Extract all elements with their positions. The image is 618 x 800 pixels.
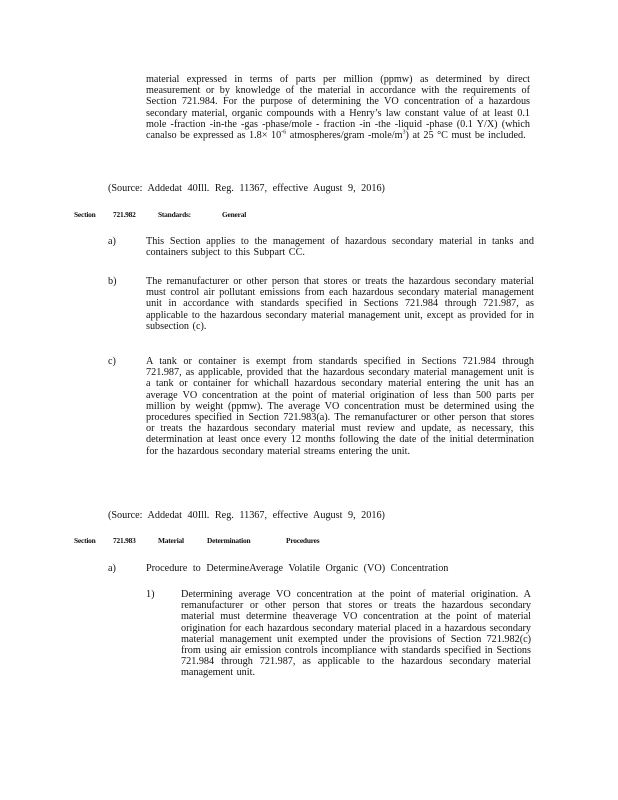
subsection-983-a-text: Procedure to DetermineAverage Volatile Organic (VO) Concentration xyxy=(146,563,449,574)
intro-text: material expressed in terms of parts per million (ppmw) as determined by direct measurement or by knowledge of the material in accordance with the requirements of Section 721.984. For the purpose of determining the VO concentration of a hazardous secondary material, organic compounds with a Henry’s law constant value of at least 0.1 mole -fraction -in-the -gas -phase/mole - fraction -in -the -liquid -phase (0.1 Y/X) (which canalso be expressed as 1.8× 10 xyxy=(146,74,530,142)
section-title-part-3: Procedures xyxy=(286,536,320,545)
subsection-label-b: b) xyxy=(108,276,117,287)
subsection-b-text: The remanufacturer or other person that stores or treats the hazardous secondary material must control air pollutant emissions from each hazardous secondary material management unit in accordance with standards specified in Sections 721.984 through 721.987, as applicable to the hazardous secondary material management unit, except as provided for in subsection (c). xyxy=(146,276,534,332)
source-note-1: (Source: Addedat 40Ill. Reg. 11367, effective August 9, 2016) xyxy=(108,183,385,194)
section-title-part-2: Determination xyxy=(207,536,251,545)
section-title-part-2: General xyxy=(222,210,247,219)
subsection-label-c: c) xyxy=(108,356,116,367)
item-label-1: 1) xyxy=(146,589,155,600)
subsection-c-text: A tank or container is exempt from standards specified in Sections 721.984 through 721.987, as applicable, provided that the hazardous secondary material management unit is a tank or container for whichall hazardous secondary material entering the unit has an average VO concentration at the point of material origination of less than 500 parts per million by weight (ppmw). The average VO concentration must be determined using the procedures specified in Section 721.983(a). The remanufacturer or other person that stores or treats the hazardous secondary material must review and update, as necessary, this determination at least once every 12 months following the date of the initial determination for the hazardous secondary material streams entering the unit. xyxy=(146,356,534,457)
section-title-part-1: Material xyxy=(158,536,184,545)
section-title-part-1: Standards: xyxy=(158,210,191,219)
subsection-label-a: a) xyxy=(108,236,116,247)
intro-text-2: atmospheres/gram -mole/m xyxy=(286,130,403,142)
subsection-a-text: This Section applies to the management of hazardous secondary material in tanks and containers subject to this Subpart CC. xyxy=(146,236,534,259)
section-number: 721.983 xyxy=(113,536,136,545)
subsection-983-label-a: a) xyxy=(108,563,116,574)
intro-exponent-2: 3 xyxy=(402,129,406,136)
intro-text-3: ) at 25 °C must be included. xyxy=(405,130,526,142)
item-1-text: Determining average VO concentration at the point of material origination. A remanufacturer or other person that stores or treats the hazardous secondary material must determine theaverage VO concentration at the point of material origination for each hazardous secondary material placed in a hazardous secondary material management unit exempted under the provisions of Section 721.982(c) from using air emission controls incompliance with standards specified in Sections 721.984 through 721.987, as applicable to the hazardous secondary material management unit. xyxy=(181,589,531,679)
section-number: 721.982 xyxy=(113,210,136,219)
section-word: Section xyxy=(74,210,96,219)
intro-paragraph xyxy=(146,74,530,141)
section-word: Section xyxy=(74,536,96,545)
intro-exponent-1: -6 xyxy=(281,129,287,136)
source-note-2: (Source: Addedat 40Ill. Reg. 11367, effective August 9, 2016) xyxy=(108,510,385,521)
